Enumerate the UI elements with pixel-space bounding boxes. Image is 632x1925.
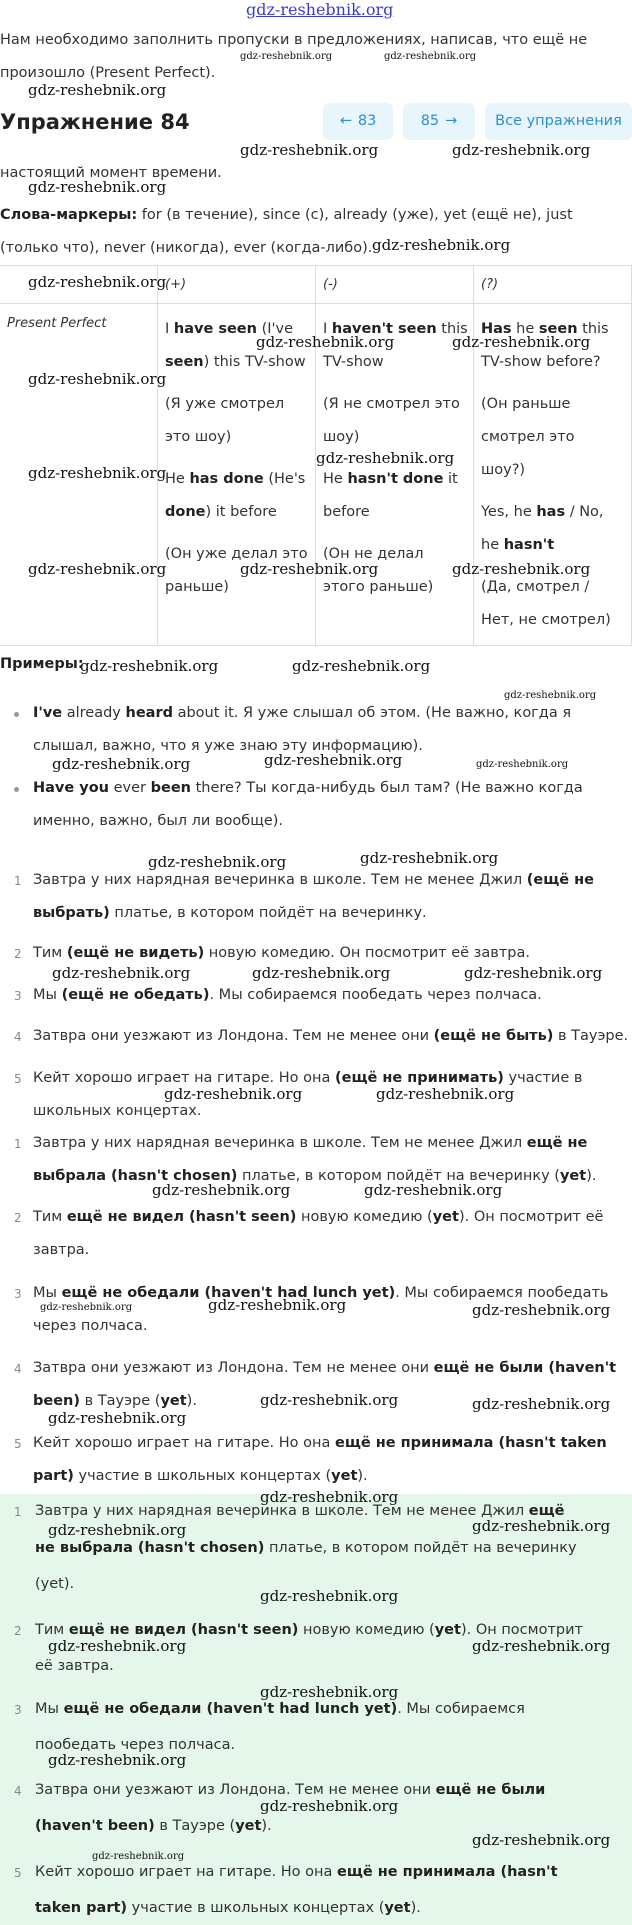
- watermark: gdz-reshebnik.org: [208, 1296, 347, 1314]
- watermark: gdz-reshebnik.org: [252, 964, 391, 982]
- table-cell: этого раньше): [323, 579, 434, 595]
- table-cell: раньше): [165, 579, 229, 595]
- answer-line: Кейт хорошо играет на гитаре. Но она ещё не принимала (hasn't taken: [33, 1435, 607, 1451]
- markers-line-1: [0, 208, 573, 223]
- bullet-icon: [14, 712, 19, 717]
- watermark: gdz-reshebnik.org: [472, 1517, 611, 1535]
- watermark: gdz-reshebnik.org: [40, 1302, 133, 1313]
- table-cell: I haven't seen this: [323, 321, 468, 337]
- task-line: выбрать) платье, в котором пойдёт на вечеринку.: [33, 905, 427, 921]
- watermark: gdz-reshebnik.org: [260, 1391, 399, 1409]
- watermark: gdz-reshebnik.org: [452, 333, 591, 351]
- prev-exercise-button[interactable]: [323, 103, 393, 140]
- table-cell: (Да, смотрел /: [481, 579, 590, 595]
- answer-line: её завтра.: [35, 1658, 114, 1674]
- answer-line: завтра.: [33, 1242, 90, 1258]
- watermark: gdz-reshebnik.org: [240, 141, 379, 159]
- answer-line: через полчаса.: [33, 1318, 148, 1334]
- arrow-left-icon: ←: [339, 113, 352, 130]
- intro-line-1: Нам необходимо заполнить пропуски в предложениях, написав, что ещё не: [0, 32, 588, 48]
- watermark: gdz-reshebnik.org: [240, 51, 333, 62]
- table-cell: (Он раньше: [481, 396, 571, 412]
- answer-line: been) в Тауэре (yet).: [33, 1393, 197, 1409]
- markers-line-2: (только что), never (никогда), ever (когда-либо).: [0, 240, 373, 256]
- markers-label: Слова-маркеры:: [0, 207, 138, 223]
- watermark: gdz-reshebnik.org: [28, 81, 167, 99]
- watermark: gdz-reshebnik.org: [264, 751, 403, 769]
- task-line: Мы (ещё не обедать). Мы собираемся пообедать через полчаса.: [33, 987, 542, 1003]
- prev-exercise-label: 83: [357, 113, 377, 130]
- table-cell: шоу?): [481, 462, 526, 478]
- watermark: gdz-reshebnik.org: [164, 1085, 303, 1103]
- task-line: Тим (ещё не видеть) новую комедию. Он посмотрит её завтра.: [33, 945, 530, 961]
- answer-line: пообедать через полчаса.: [35, 1737, 236, 1753]
- watermark: gdz-reshebnik.org: [476, 759, 569, 770]
- table-cell: He has done (He's: [165, 471, 306, 487]
- task-line: Завтра у них нарядная вечеринка в школе. Тем не менее Джил (ещё не: [33, 872, 594, 888]
- page-title: Упражнение 84: [0, 110, 190, 134]
- task-line: Затвра они уезжают из Лондона. Тем не менее они (ещё не быть) в Тауэре.: [33, 1028, 629, 1044]
- table-cell: (Я не смотрел это: [323, 396, 460, 412]
- answer-number: 2: [14, 1211, 22, 1225]
- watermark: gdz-reshebnik.org: [28, 370, 167, 388]
- watermark: gdz-reshebnik.org: [452, 560, 591, 578]
- answer-number: 3: [14, 1287, 22, 1301]
- watermark: gdz-reshebnik.org: [152, 1181, 291, 1199]
- watermark: gdz-reshebnik.org: [384, 51, 477, 62]
- arrow-right-icon: →: [445, 113, 458, 130]
- task-line: Кейт хорошо играет на гитаре. Но она (ещё не принимать) участие в: [33, 1070, 583, 1086]
- task-number: 5: [14, 1072, 22, 1086]
- answer-line: Завтра у них нарядная вечеринка в школе. Тем не менее Джил ещё: [35, 1503, 565, 1519]
- watermark: gdz-reshebnik.org: [372, 236, 511, 254]
- answer-line: (haven't been) в Тауэре (yet).: [35, 1818, 272, 1834]
- answer-number: 4: [14, 1362, 22, 1376]
- markers-text: for (в течение), since (с), already (уже), yet (ещё не), just: [137, 207, 573, 223]
- table-cell: смотрел это: [481, 429, 575, 445]
- answer-number: 3: [14, 1703, 22, 1717]
- answer-line: Мы ещё не обедали (haven't had lunch yet). Мы собираемся: [35, 1701, 525, 1717]
- intro-line-2: произошло (Present Perfect).: [0, 65, 216, 81]
- watermark: gdz-reshebnik.org: [452, 141, 591, 159]
- watermark: gdz-reshebnik.org: [472, 1831, 611, 1849]
- table-cell: это шоу): [165, 429, 232, 445]
- table-header-minus: (-): [323, 277, 338, 292]
- answer-line: Тим ещё не видел (hasn't seen) новую комедию (yet). Он посмотрит её: [33, 1209, 604, 1225]
- watermark: gdz-reshebnik.org: [256, 333, 395, 351]
- answer-line: Завтра у них нарядная вечеринка в школе. Тем не менее Джил ещё не: [33, 1135, 588, 1151]
- example-line: слышал, важно, что я уже знаю эту информацию).: [33, 738, 423, 754]
- watermark: gdz-reshebnik.org: [360, 849, 499, 867]
- answer-number: 5: [14, 1437, 22, 1451]
- next-exercise-button[interactable]: [403, 103, 475, 140]
- watermark: gdz-reshebnik.org: [28, 560, 167, 578]
- watermark: gdz-reshebnik.org: [48, 1637, 187, 1655]
- examples-label: Примеры:: [0, 656, 84, 672]
- answer-line: part) участие в школьных концертах (yet).: [33, 1468, 368, 1484]
- example-line: именно, важно, был ли вообще).: [33, 813, 284, 829]
- table-cell: he hasn't: [481, 537, 555, 553]
- watermark: gdz-reshebnik.org: [48, 1521, 187, 1539]
- watermark: gdz-reshebnik.org: [28, 273, 167, 291]
- answer-line: (yet).: [35, 1576, 75, 1592]
- watermark: gdz-reshebnik.org: [472, 1637, 611, 1655]
- table-cell: He hasn't done it: [323, 471, 458, 487]
- answer-line: Тим ещё не видел (hasn't seen) новую комедию (yet). Он посмотрит: [35, 1622, 583, 1638]
- answer-line: Затвра они уезжают из Лондона. Тем не менее они ещё не были (haven't: [33, 1360, 617, 1376]
- all-exercises-button[interactable]: [485, 103, 632, 140]
- watermark: gdz-reshebnik.org: [464, 964, 603, 982]
- example-line: Have you ever been there? Ты когда-нибудь был там? (Не важно когда: [33, 780, 583, 796]
- table-cell: Yes, he has / No,: [481, 504, 604, 520]
- answer-line: выбрала (hasn't chosen) платье, в котором пойдёт на вечеринку (yet).: [33, 1168, 597, 1184]
- table-row-label: Present Perfect: [7, 316, 107, 331]
- table-header-question: (?): [481, 277, 499, 292]
- watermark: gdz-reshebnik.org: [376, 1085, 515, 1103]
- table-cell: seen) this TV-show: [165, 354, 306, 370]
- answer-line: Кейт хорошо играет на гитаре. Но она ещё не принимала (hasn't: [35, 1864, 558, 1880]
- answer-number: 1: [14, 1505, 22, 1519]
- answer-number: 5: [14, 1866, 22, 1880]
- table-cell: TV-show before?: [481, 354, 601, 370]
- watermark: gdz-reshebnik.org: [472, 1301, 611, 1319]
- all-exercises-label: Все упражнения: [495, 113, 622, 130]
- theory-line-1: настоящий момент времени.: [0, 165, 222, 181]
- watermark: gdz-reshebnik.org: [52, 755, 191, 773]
- watermark: gdz-reshebnik.org: [316, 449, 455, 467]
- table-cell: Нет, не смотрел): [481, 612, 611, 628]
- watermark: gdz-reshebnik.org: [28, 178, 167, 196]
- task-number: 1: [14, 874, 22, 888]
- site-link[interactable]: gdz-reshebnik.org: [246, 0, 394, 19]
- table-cell: TV-show: [323, 354, 384, 370]
- answer-line: не выбрала (hasn't chosen) платье, в котором пойдёт на вечеринку: [35, 1540, 577, 1556]
- watermark: gdz-reshebnik.org: [260, 1683, 399, 1701]
- table-cell: Has he seen this: [481, 321, 609, 337]
- table-cell: done) it before: [165, 504, 277, 520]
- watermark: gdz-reshebnik.org: [472, 1395, 611, 1413]
- task-line: школьных концертах.: [33, 1103, 202, 1119]
- watermark: gdz-reshebnik.org: [364, 1181, 503, 1199]
- watermark: gdz-reshebnik.org: [28, 464, 167, 482]
- watermark: gdz-reshebnik.org: [148, 853, 287, 871]
- watermark: gdz-reshebnik.org: [80, 657, 219, 675]
- watermark: gdz-reshebnik.org: [260, 1797, 399, 1815]
- answer-line: Затвра они уезжают из Лондона. Тем не менее они ещё не были: [35, 1782, 546, 1798]
- answer-number: 1: [14, 1137, 22, 1151]
- next-exercise-label: 85: [420, 113, 440, 130]
- table-header-plus: (+): [165, 277, 187, 292]
- answer-number: 4: [14, 1784, 22, 1798]
- table-cell: (Я уже смотрел: [165, 396, 285, 412]
- table-cell: before: [323, 504, 370, 520]
- watermark: gdz-reshebnik.org: [260, 1488, 399, 1506]
- bullet-icon: [14, 787, 19, 792]
- watermark: gdz-reshebnik.org: [48, 1751, 187, 1769]
- watermark: gdz-reshebnik.org: [48, 1409, 187, 1427]
- watermark: gdz-reshebnik.org: [240, 560, 379, 578]
- table-cell: (Он уже делал это: [165, 546, 308, 562]
- task-number: 2: [14, 947, 22, 961]
- task-number: 3: [14, 989, 22, 1003]
- answer-number: 2: [14, 1624, 22, 1638]
- table-cell: шоу): [323, 429, 360, 445]
- answer-line: taken part) участие в школьных концертах (yet).: [35, 1900, 421, 1916]
- answer-line: Мы ещё не обедали (haven't had lunch yet). Мы собираемся пообедать: [33, 1285, 609, 1301]
- example-line: I've already heard about it. Я уже слышал об этом. (Не важно, когда я: [33, 705, 572, 721]
- watermark: gdz-reshebnik.org: [504, 690, 597, 701]
- watermark: gdz-reshebnik.org: [52, 964, 191, 982]
- table-cell: (Он не делал: [323, 546, 424, 562]
- watermark: gdz-reshebnik.org: [260, 1587, 399, 1605]
- watermark: gdz-reshebnik.org: [92, 1851, 185, 1862]
- watermark: gdz-reshebnik.org: [292, 657, 431, 675]
- table-cell: I have seen (I've: [165, 321, 293, 337]
- task-number: 4: [14, 1030, 22, 1044]
